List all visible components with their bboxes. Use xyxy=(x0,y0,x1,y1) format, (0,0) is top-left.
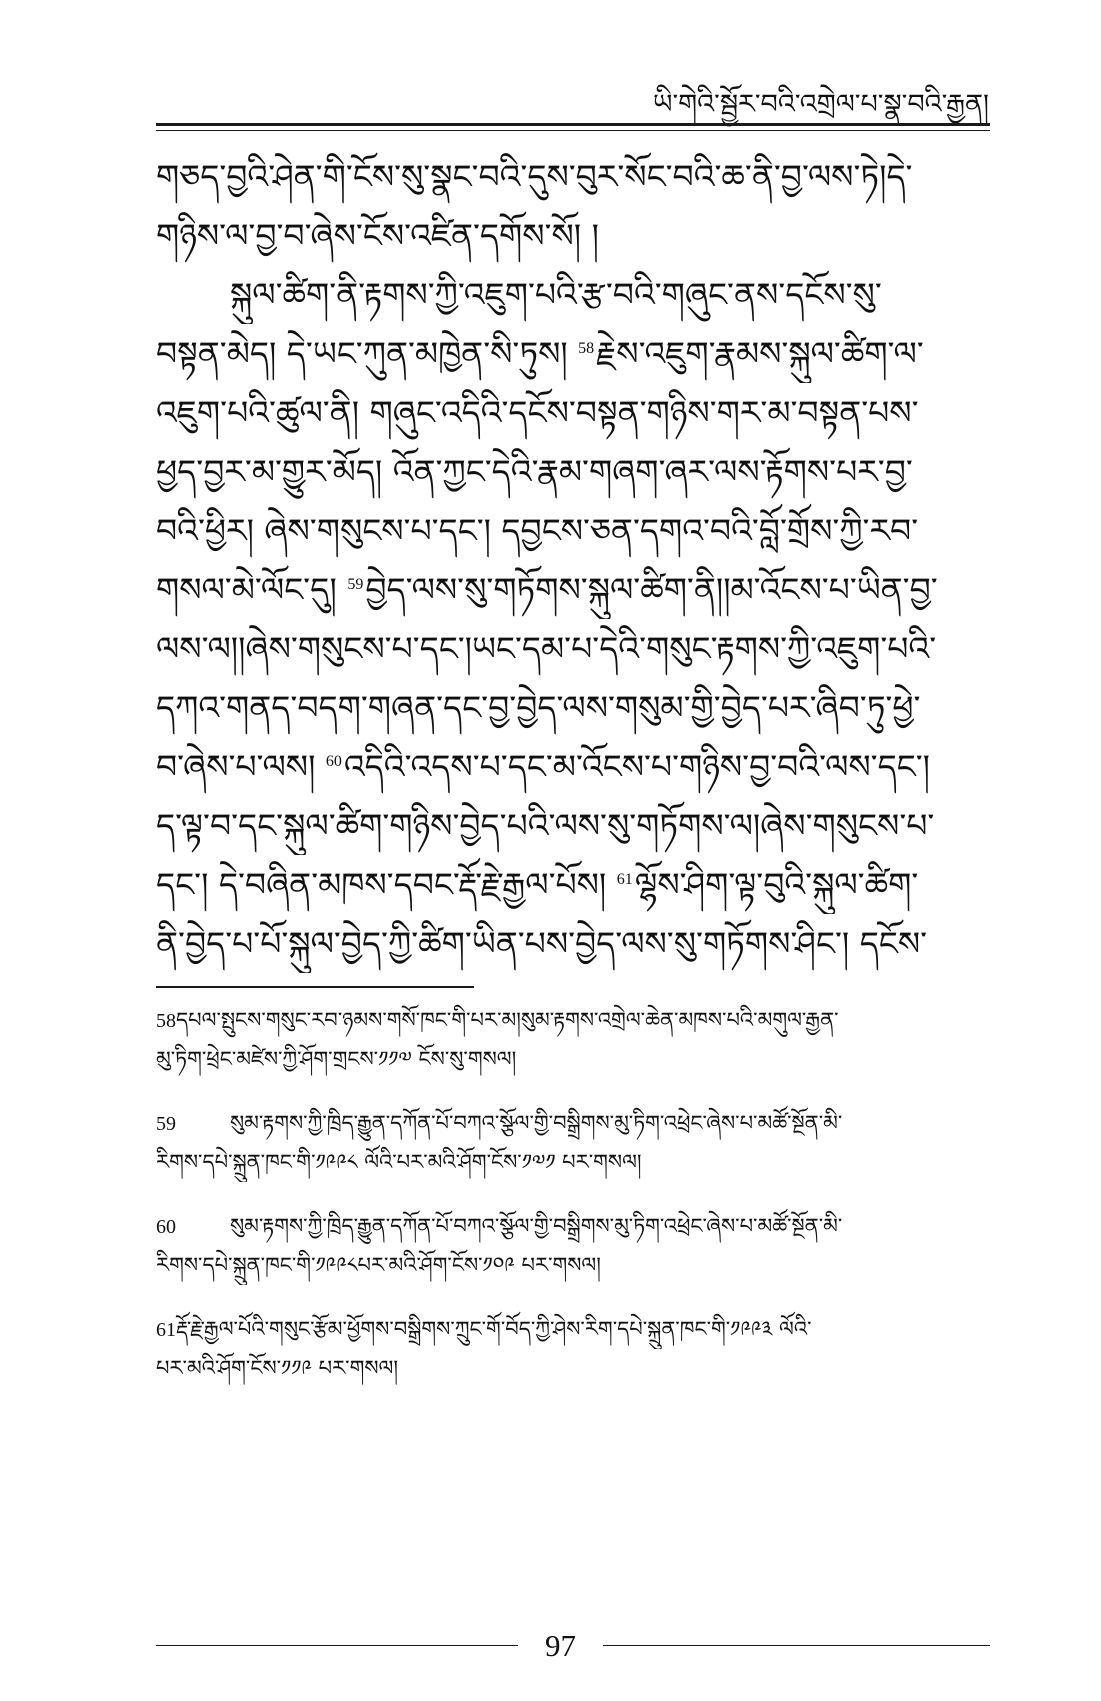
body-text-segment: སྐུལ་ཚིག་ནི་རྟགས་ཀྱི་འཇུག་པའི་རྩ་བའི་གཞུང་ནས་དངོས་སུ་ xyxy=(230,275,882,314)
body-line xyxy=(156,678,990,737)
body-text-segment: གཉིས་ལ་བྱ་བ་ཞེས་ངོས་འཛིན་དགོས་སོ། ། xyxy=(156,216,599,255)
footnote-line xyxy=(156,1104,990,1143)
footnote-number: 59 xyxy=(156,1113,176,1135)
body-text-segment: ལས་ལ།།ཞེས་གསུངས་པ་དང་།ཡང་དམ་པ་དེའི་གསུང་རྟགས་ཀྱི་འཇུག་པའི་ xyxy=(156,629,937,668)
body-line xyxy=(156,737,990,796)
footnote-line xyxy=(156,1310,990,1349)
body-text-segment: ད་ལྟ་བ་དང་སྐུལ་ཚིག་གཉིས་བྱེད་པའི་ལས་སུ་གཏོགས་ལ།ཞེས་གསུངས་པ་ xyxy=(156,806,935,845)
body-text-segment: འདིའི་འདས་པ་དང་མ་འོངས་པ་གཉིས་བྱ་བའི་ལས་དང་། xyxy=(343,747,930,786)
page-number: 97 xyxy=(545,1628,576,1663)
footer-rule-left xyxy=(156,1645,518,1646)
footnote-line xyxy=(156,1349,990,1388)
footnote-number: 58 xyxy=(156,1010,176,1032)
footnote-line xyxy=(156,1040,990,1079)
header-rule-thick xyxy=(156,123,990,126)
body-line xyxy=(156,147,990,206)
footnote-text: རིགས་དཔེ་སྐྲུན་ཁང་གི་༡༩༩༨པར་མའི་ཤོག་ངོས་༡༠༩ པར་གསལ། xyxy=(156,1253,601,1277)
body-line xyxy=(156,973,990,977)
footnote xyxy=(156,1207,990,1285)
body-text-segment: བ་ཞེས་པ་ལས། xyxy=(156,747,326,786)
body-line xyxy=(156,206,990,265)
footnote-reference: 58 xyxy=(578,340,595,357)
body-text-segment: བྱེད་ལས་སུ་གཏོགས་སྐུལ་ཚིག་ནི།།མ་འོངས་པ་ཡིན་བྱ་ xyxy=(365,570,938,609)
body-text-segment: རྗེས་འཇུག་རྣམས་སྐུལ་ཚིག་ལ་ xyxy=(596,334,924,373)
footnote-number: 60 xyxy=(156,1216,176,1238)
body-text-segment: དང་། དེ་བཞིན་མཁས་དབང་རྡོ་རྗེ་རྒྱལ་པོས། xyxy=(156,865,617,904)
footnote-text: མུ་ཏིག་ཕྲེང་མཛེས་ཀྱི་ཤོག་གྲངས་༡༡༧ ངོས་སུ་གསལ། xyxy=(156,1047,517,1071)
footnote-text: དཔལ་སྤུངས་གསུང་རབ་ཉམས་གསོ་ཁང་གི་པར་མ།སུམ་རྟགས་འགྲེལ་ཆེན་མཁས་པའི་མགུལ་རྒྱན་ xyxy=(176,1008,839,1032)
body-line xyxy=(156,324,990,383)
body-text-segment: གཅད་བྱའི་ཤེན་གི་ངོས་སུ་སྣང་བའི་དུས་བུར་སོང་བའི་ཆ་ནི་བྱ་ལས་ཏེ།དེ་ xyxy=(156,157,913,196)
footnote-text: སུམ་རྟགས་ཀྱི་ཁྲིད་རྒྱུན་དཀོན་པོ་བཀའ་སྩོལ་གྱི་བསྒྲིགས་མུ་ཏིག་འཕྲེང་ཞེས་པ་མཚོ་སྔོན་མི་ xyxy=(230,1214,843,1238)
footnote-number: 61 xyxy=(156,1319,176,1341)
body-text-segment: གསལ་མེ་ལོང་དུ། xyxy=(156,570,348,609)
footnote-text: སུམ་རྟགས་ཀྱི་ཁྲིད་རྒྱུན་དཀོན་པོ་བཀའ་སྩོལ་གྱི་བསྒྲིགས་མུ་ཏིག་འཕྲེང་ཞེས་པ་མཚོ་སྔོན་མི་ xyxy=(230,1111,843,1135)
footnote xyxy=(156,1104,990,1182)
footnote-text: རྡོ་རྗེ་རྒྱལ་པོའི་གསུང་རྩོམ་ཕྱོགས་བསྒྲིགས་ཀྲུང་གོ་བོད་ཀྱི་ཤེས་རིག་དཔེ་སྐྲུན་ཁང་གི་༡༩༩༣ ལོའི་ xyxy=(176,1317,812,1341)
body-line xyxy=(156,560,990,619)
footnote-text: རིགས་དཔེ་སྐྲུན་ཁང་གི་༡༩༩༨ ལོའི་པར་མའི་ཤོག་ངོས་༡༧༡ པར་གསལ། xyxy=(156,1150,642,1174)
body-line xyxy=(156,442,990,501)
footnote-reference: 59 xyxy=(347,576,364,593)
body-text-segment: བའི་ཕྱིར། ཞེས་གསུངས་པ་དང་། དབྱངས་ཅན་དགའ་བའི་བློ་གྲོས་ཀྱི་རབ་ xyxy=(156,511,919,550)
body-line xyxy=(156,265,990,324)
header-rule-thin xyxy=(156,130,990,131)
body-line xyxy=(156,383,990,442)
body-text-segment: ཕྱད་བྱར་མ་གྱུར་མོད། འོན་ཀྱང་དེའི་རྣམ་གཞག་ཞར་ལས་རྟོགས་པར་བྱ་ xyxy=(156,452,913,491)
body-text-segment: བསྟན་མེད། དེ་ཡང་ཀུན་མཁྱེན་སི་ཏུས། xyxy=(156,334,579,373)
body-line xyxy=(156,796,990,855)
main-text xyxy=(156,147,990,977)
footnote xyxy=(156,1001,990,1079)
footnote-line xyxy=(156,1143,990,1182)
footnote-separator xyxy=(156,986,474,988)
body-text-segment: ལྷོས་ཤིག་ལྟ་བུའི་སྐུལ་ཚིག་ xyxy=(634,865,919,904)
footnote-text: པར་མའི་ཤོག་ངོས་༡༡༩ པར་གསལ། xyxy=(156,1356,399,1380)
footnote-line xyxy=(156,1246,990,1285)
footer-rule-right xyxy=(603,1645,990,1646)
footnote-reference: 61 xyxy=(616,871,633,888)
running-header: ཡི་གེའི་སྦྱོར་བའི་འགྲེལ་པ་སྣ་བའི་རྒྱན། xyxy=(652,89,989,120)
footnote-line xyxy=(156,1001,990,1040)
body-text-segment: འཇུག་པའི་ཚུལ་ནི། གཞུང་འདིའི་དངོས་བསྟན་གཉིས་གར་མ་བསྟན་པས་ xyxy=(156,393,919,432)
footnote-reference: 60 xyxy=(325,753,342,770)
body-text-segment: དཀའ་གནད་བདག་གཞན་དང་བྱ་བྱེད་ལས་གསུམ་གྱི་བྱེད་པར་ཞིབ་ཏུ་ཕྱེ་ xyxy=(156,688,921,727)
page-footer xyxy=(156,1626,990,1666)
footnote-line xyxy=(156,1207,990,1246)
footnote xyxy=(156,1310,990,1388)
body-line xyxy=(156,855,990,914)
footnotes xyxy=(156,1001,990,1577)
body-text-segment: ནི་བྱེད་པ་པོ་སྐུལ་བྱེད་ཀྱི་ཚིག་ཡིན་པས་བྱེད་ལས་སུ་གཏོགས་ཤིང་། དངོས་ xyxy=(156,924,928,963)
body-line xyxy=(156,501,990,560)
body-line xyxy=(156,914,990,973)
body-line xyxy=(156,619,990,678)
